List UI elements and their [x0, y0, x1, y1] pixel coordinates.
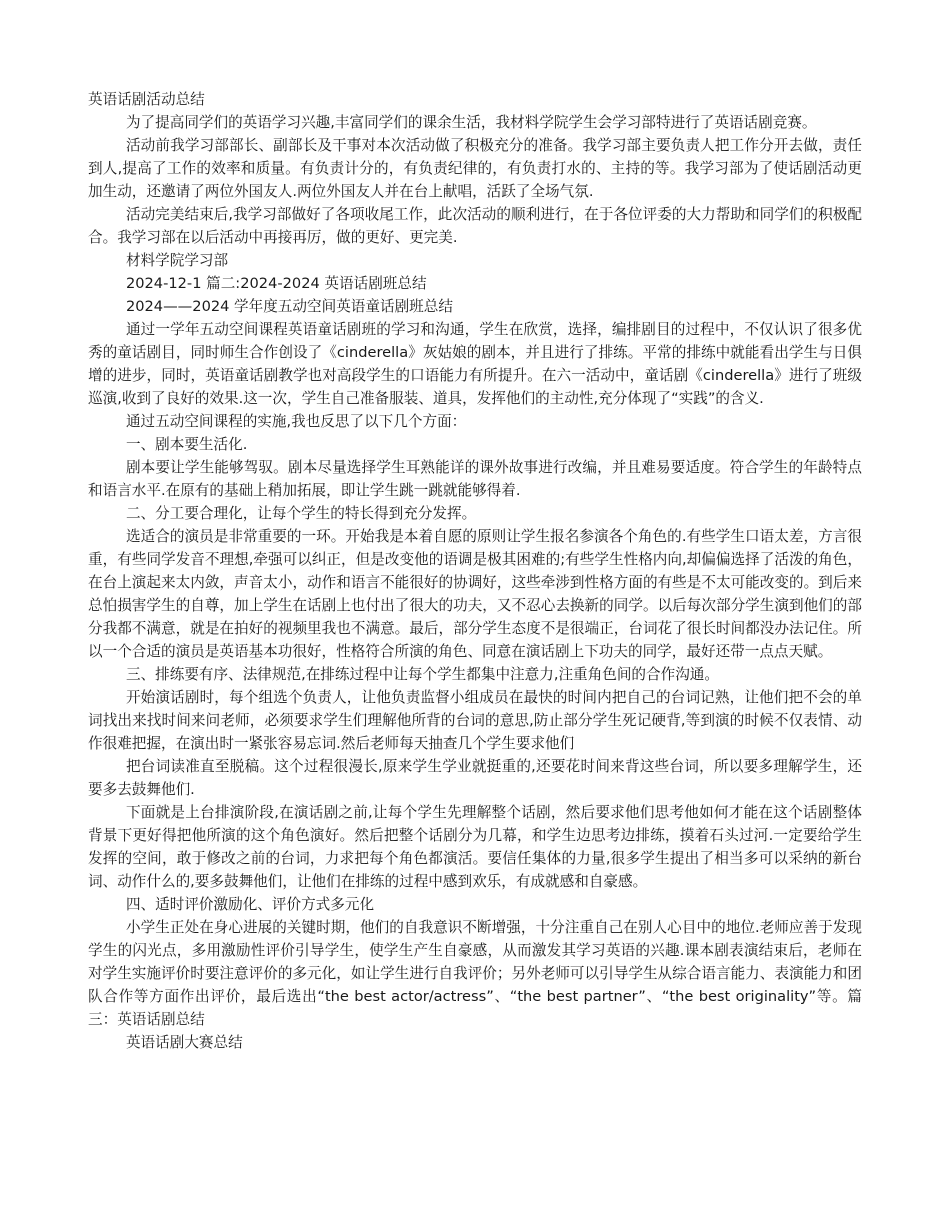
paragraph: 通过五动空间课程的实施,我也反思了以下几个方面： — [125, 413, 467, 430]
subheading: 三、排练要有序、法律规范,在排练过程中让每个学生都集中注意力,注重角色间的合作沟通。 — [125, 666, 719, 683]
paragraph: 选适合的演员是非常重要的一环。开始我是本着自愿的原则让学生报名参演各个角色的.有些学生口语太差，方言很重，有些同学发音不理想,牵强可以纠正，但是改变他的语调是极其困难的;有些学生性格内向,却偏偏选择了活泼的角色，在台上演起来太内敛，声音太小，动作和语言不能很好的协调好，这些牵涉到性格方面的有些是不太可能改变的。到后来总怕损害学生的自尊，加上学生在话剧上也付出了很大的功夫，又不忍心去换新的同学。以后每次部分学生演到他们的部分我都不满意，就是在拍好的视频里我也不满意。最后，部分学生态度不是很端正，台词花了很长时间都没办法记住。所以一个合适的演员是英语基本功很好，性格符合所演的角色、同意在演话剧上下功夫的同学，最好还带一点点天赋。 — [88, 528, 862, 660]
date-and-section-heading: 2024-12-1 篇二:2024-2024 英语话剧班总结 — [125, 275, 427, 292]
paragraph: 通过一学年五动空间课程英语童话剧班的学习和沟通，学生在欣赏，选择，编排剧目的过程中，不仅认识了很多优秀的童话剧目，同时师生合作创设了《cinderella》灰姑娘的剧本，并且进行了排练。平常的排练中就能看出学生与日俱增的进步，同时，英语童话剧教学也对高段学生的口语能力有所提升。在六一活动中，童话剧《cinderella》进行了班级巡演,收到了良好的效果.这一次，学生自己准备服装、道具，发挥他们的主动性,充分体现了“实践”的含义. — [88, 321, 862, 407]
subheading: 四、适时评价激励化、评价方式多元化 — [125, 896, 375, 913]
signature-line: 材料学院学习部 — [125, 252, 229, 269]
document-title: 英语话剧活动总结 — [88, 91, 205, 108]
paragraph: 下面就是上台排演阶段,在演话剧之前,让每个学生先理解整个话剧，然后要求他们思考他如何才能在这个话剧整体背景下更好得把他所演的这个角色演好。然后把整个话剧分为几幕，和学生边思考边排练，摸着石头过河.一定要给学生发挥的空间，敢于修改之前的台词，力求把每个角色都演活。要信任集体的力量,很多学生提出了相当多可以采纳的新台词、动作什么的,要多鼓舞他们，让他们在排练的过程中感到欢乐，有成就感和自豪感。 — [88, 804, 862, 890]
paragraph: 小学生正处在身心进展的关键时期，他们的自我意识不断增强，十分注重自己在别人心目中的地位.老师应善于发现学生的闪光点，多用激励性评价引导学生，使学生产生自豪感，从而激发其学习英语的兴趣.课本剧表演结束后，老师在对学生实施评价时要注意评价的多元化，如让学生进行自我评价；另外老师可以引导学生从综合语言能力、表演能力和团队合作等方面作出评价，最后选出“the best actor/actress”、“the best partner”、“the best originality”等。篇三：英语话剧总结 — [88, 919, 862, 1028]
section-subtitle: 2024——2024 学年度五动空间英语童话剧班总结 — [125, 298, 453, 315]
section-title: 英语话剧大赛总结 — [125, 1034, 243, 1051]
paragraph: 活动完美结束后,我学习部做好了各项收尾工作，此次活动的顺利进行，在于各位评委的大力帮助和同学们的积极配合。我学习部在以后活动中再接再厉，做的更好、更完美. — [88, 206, 862, 246]
paragraph: 剧本要让学生能够驾驭。剧本尽量选择学生耳熟能详的课外故事进行改编，并且难易要适度。符合学生的年龄特点和语言水平.在原有的基础上稍加拓展，即让学生跳一跳就能够得着. — [88, 459, 862, 499]
paragraph: 为了提高同学们的英语学习兴趣,丰富同学们的课余生活，我材料学院学生会学习部特进行了英语话剧竞赛。 — [125, 114, 817, 131]
paragraph: 活动前我学习部部长、副部长及干事对本次活动做了积极充分的准备。我学习部主要负责人把工作分开去做，责任到人,提高了工作的效率和质量。有负责计分的，有负责纪律的，有负责打水的、主持的等。我学习部为了使话剧活动更加生动，还邀请了两位外国友人.两位外国友人并在台上献唱，活跃了全场气氛. — [88, 137, 862, 200]
subheading: 一、剧本要生活化. — [125, 436, 248, 453]
paragraph: 开始演话剧时，每个组选个负责人，让他负责监督小组成员在最快的时间内把自己的台词记熟，让他们把不会的单词找出来找时间来问老师，必须要求学生们理解他所背的台词的意思,防止部分学生死记硬背,等到演的时候不仅表情、动作很难把握，在演出时一紧张容易忘词.然后老师每天抽查几个学生要求他们 — [88, 689, 862, 752]
subheading: 二、分工要合理化，让每个学生的特长得到充分发挥。 — [125, 505, 477, 522]
paragraph: 把台词读准直至脱稿。这个过程很漫长,原来学生学业就挺重的,还要花时间来背这些台词，所以要多理解学生，还要多去鼓舞他们. — [88, 758, 862, 798]
